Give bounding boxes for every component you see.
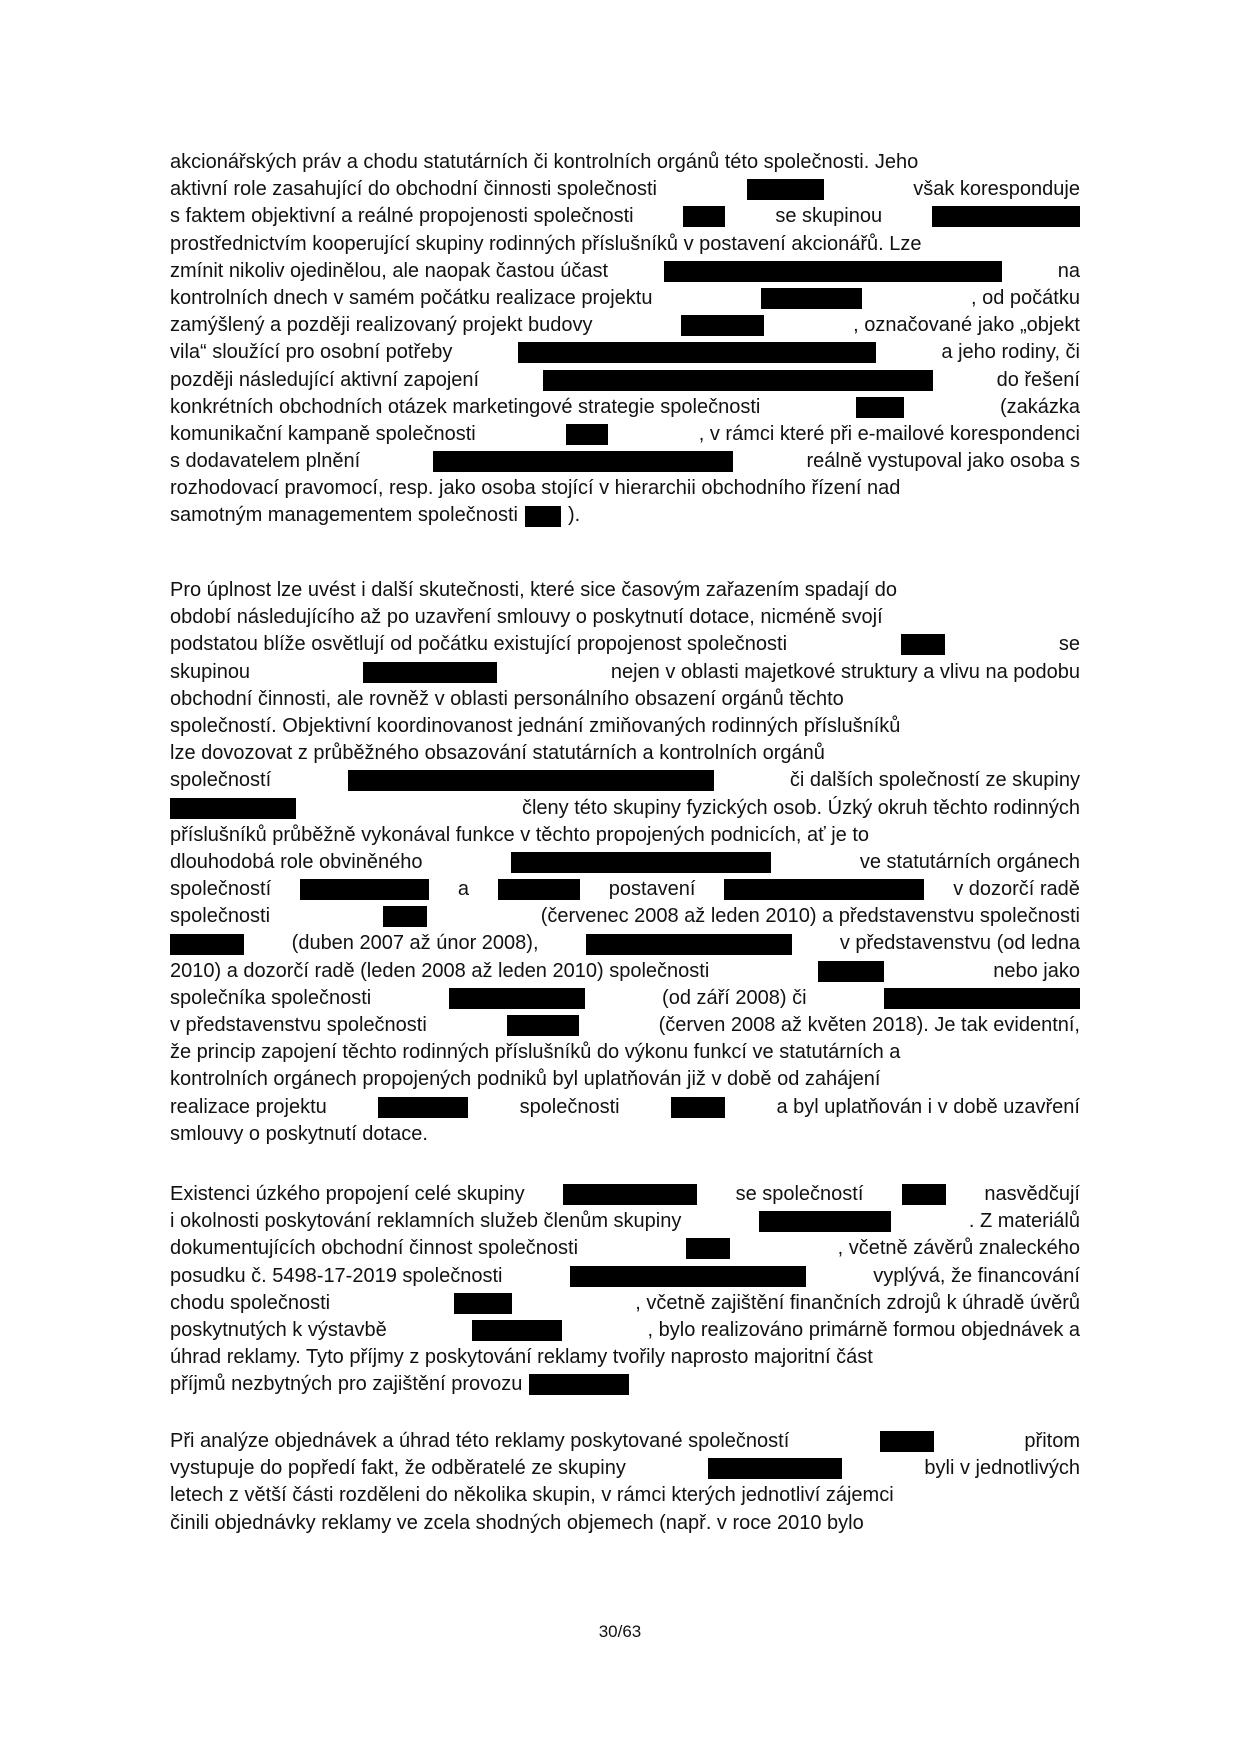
text-line: Pro úplnost lze uvést i další skutečnosti, které sice časovým zařazením spadají do — [170, 579, 898, 601]
text-line: společností či dalších společností ze skupiny — [170, 769, 1080, 792]
text-line: období následujícího až po uzavření smlouvy o poskytnutí dotace, nicméně svojí — [170, 606, 883, 629]
text-line: samotným managementem společnosti ). — [170, 504, 581, 527]
text-line: konkrétních obchodních otázek marketingové strategie společnosti (zakázka — [170, 395, 1080, 418]
text-line: realizace projektu společnosti a byl uplatňován i v době uzavření — [170, 1095, 1080, 1118]
text-line: aktivní role zasahující do obchodní činnosti společnosti však koresponduje — [170, 178, 1080, 201]
text-line: s dodavatelem plnění reálně vystupoval jako osoba s — [170, 450, 1080, 473]
redaction-bar — [901, 634, 945, 655]
text-line: podstatou blíže osvětlují od počátku existující propojenost společnosti se — [170, 633, 1080, 656]
text-line: s faktem objektivní a reálné propojenosti společnosti se skupinou — [170, 203, 1080, 230]
redaction-bar — [761, 288, 862, 309]
text-line: poskytnutých k výstavbě , bylo realizováno primárně formou objednávek a — [170, 1318, 1080, 1341]
redaction-bar — [902, 1184, 946, 1205]
paragraph-3 — [170, 1181, 1080, 1399]
text-line: smlouvy o poskytnutí dotace. — [170, 1122, 428, 1145]
redaction-bar — [300, 879, 429, 900]
redaction-bar — [511, 852, 771, 873]
redaction-bar — [724, 879, 924, 900]
text-line: společností a postavení v dozorčí radě — [170, 878, 1080, 901]
text-line: členy této skupiny fyzických osob. Úzký okruh těchto rodinných — [170, 795, 1080, 822]
redaction-bar — [586, 934, 792, 955]
text-line: příjmů nezbytných pro zajištění provozu — [170, 1371, 1080, 1398]
text-line: kontrolních orgánech propojených podniků byl uplatňován již v době od zahájení — [170, 1068, 881, 1091]
text-line: akcionářských práv a chodu statutárních či kontrolních orgánů této společnosti. Jeho — [170, 151, 919, 173]
redaction-bar — [170, 798, 296, 819]
text-line: vila“ sloužící pro osobní potřeby a jeho rodiny, či — [170, 341, 1080, 364]
text-line: zamýšlený a později realizovaný projekt budovy , označované jako „objekt — [170, 314, 1080, 337]
text-line: společností. Objektivní koordinovanost jednání zmiňovaných rodinných příslušníků — [170, 714, 901, 737]
redaction-bar — [664, 261, 1002, 282]
redaction-bar — [498, 879, 580, 900]
redaction-bar — [932, 206, 1080, 227]
text-line: rozhodovací pravomocí, resp. jako osoba stojící v hierarchii obchodního řízení nad — [170, 477, 901, 500]
text-line: 2010) a dozorčí radě (leden 2008 až leden 2010) společnosti nebo jako — [170, 959, 1080, 982]
text-line: činili objednávky reklamy ve zcela shodných objemech (např. v roce 2010 bylo — [170, 1511, 864, 1534]
redaction-bar — [543, 370, 933, 391]
redaction-bar — [525, 506, 561, 527]
text-line: společnosti (červenec 2008 až leden 2010) a představenstvu společnosti — [170, 905, 1080, 928]
redaction-bar — [708, 1458, 842, 1479]
text-line: v představenstvu společnosti (červen 2008 až květen 2018). Je tak evidentní, — [170, 1014, 1080, 1036]
redaction-bar — [383, 906, 427, 927]
paragraph-2 — [170, 577, 1080, 1148]
redaction-bar — [449, 988, 585, 1009]
text-line: později následující aktivní zapojení do řešení — [170, 368, 1080, 391]
redaction-bar — [759, 1211, 891, 1232]
text-line: společníka společnosti (od září 2008) či — [170, 985, 1080, 1012]
text-line: zmínit nikoliv ojedinělou, ale naopak častou účast na — [170, 259, 1080, 282]
redaction-bar — [818, 961, 884, 982]
text-line: obchodní činnosti, ale rovněž v oblasti personálního obsazení orgánů těchto — [170, 687, 844, 710]
text-line: Existenci úzkého propojení celé skupiny se společností nasvědčují — [170, 1183, 1080, 1205]
text-line: dlouhodobá role obviněného ve statutárních orgánech — [170, 850, 1080, 873]
redaction-bar — [686, 1238, 730, 1259]
redaction-bar — [170, 934, 244, 955]
redaction-bar — [472, 1320, 562, 1341]
redaction-bar — [433, 451, 733, 472]
redaction-bar — [518, 342, 876, 363]
text-line: posudku č. 5498-17-2019 společnosti vyplývá, že financování — [170, 1264, 1080, 1287]
redaction-bar — [563, 1184, 697, 1205]
text-line: úhrad reklamy. Tyto příjmy z poskytování reklamy tvořily naprosto majoritní část — [170, 1346, 873, 1369]
redaction-bar — [681, 315, 764, 336]
text-line: Při analýze objednávek a úhrad této reklamy poskytované společností přitom — [170, 1430, 1080, 1452]
redaction-bar — [529, 1374, 629, 1395]
paragraph-4 — [170, 1428, 1080, 1537]
redaction-bar — [683, 206, 725, 227]
text-line: i okolnosti poskytování reklamních služeb členům skupiny . Z materiálů — [170, 1210, 1080, 1233]
text-line: příslušníků průběžně vykonával funkce v těchto propojených podnicích, ať je to — [170, 823, 870, 846]
text-line: (duben 2007 až únor 2008), v představenstvu (od ledna — [170, 930, 1080, 957]
text-line: skupinou nejen v oblasti majetkové struktury a vlivu na podobu — [170, 660, 1080, 683]
redaction-bar — [454, 1293, 512, 1314]
text-line: lze dovozovat z průběžného obsazování statutárních a kontrolních orgánů — [170, 742, 825, 765]
redaction-bar — [570, 1266, 806, 1287]
text-line: chodu společnosti , včetně zajištění finančních zdrojů k úhradě úvěrů — [170, 1291, 1080, 1314]
text-line: letech z větší části rozděleni do několika skupin, v rámci kterých jednotliví zájemci — [170, 1484, 894, 1507]
text-line: že princip zapojení těchto rodinných příslušníků do výkonu funkcí ve statutárních a — [170, 1041, 901, 1064]
redaction-bar — [378, 1097, 468, 1118]
redaction-bar — [507, 1015, 579, 1036]
page-number: 30/63 — [598, 1622, 642, 1641]
redaction-bar — [856, 397, 904, 418]
text-line: vystupuje do popředí fakt, že odběratelé ze skupiny byli v jednotlivých — [170, 1457, 1080, 1480]
redaction-bar — [566, 424, 608, 445]
redaction-bar — [348, 770, 714, 791]
paragraph-1 — [170, 149, 1080, 530]
redaction-bar — [747, 179, 824, 200]
text-line: prostřednictvím kooperující skupiny rodinných příslušníků v postavení akcionářů. Lze — [170, 232, 922, 255]
redaction-bar — [671, 1097, 725, 1118]
text-line: komunikační kampaně společnosti , v rámci které při e-mailové korespondenci — [170, 422, 1080, 445]
text-line: dokumentujících obchodní činnost společnosti , včetně závěrů znaleckého — [170, 1237, 1080, 1260]
text-line: kontrolních dnech v samém počátku realizace projektu , od počátku — [170, 286, 1080, 309]
redaction-bar — [363, 662, 497, 683]
redaction-bar — [884, 988, 1080, 1009]
redaction-bar — [880, 1431, 934, 1452]
